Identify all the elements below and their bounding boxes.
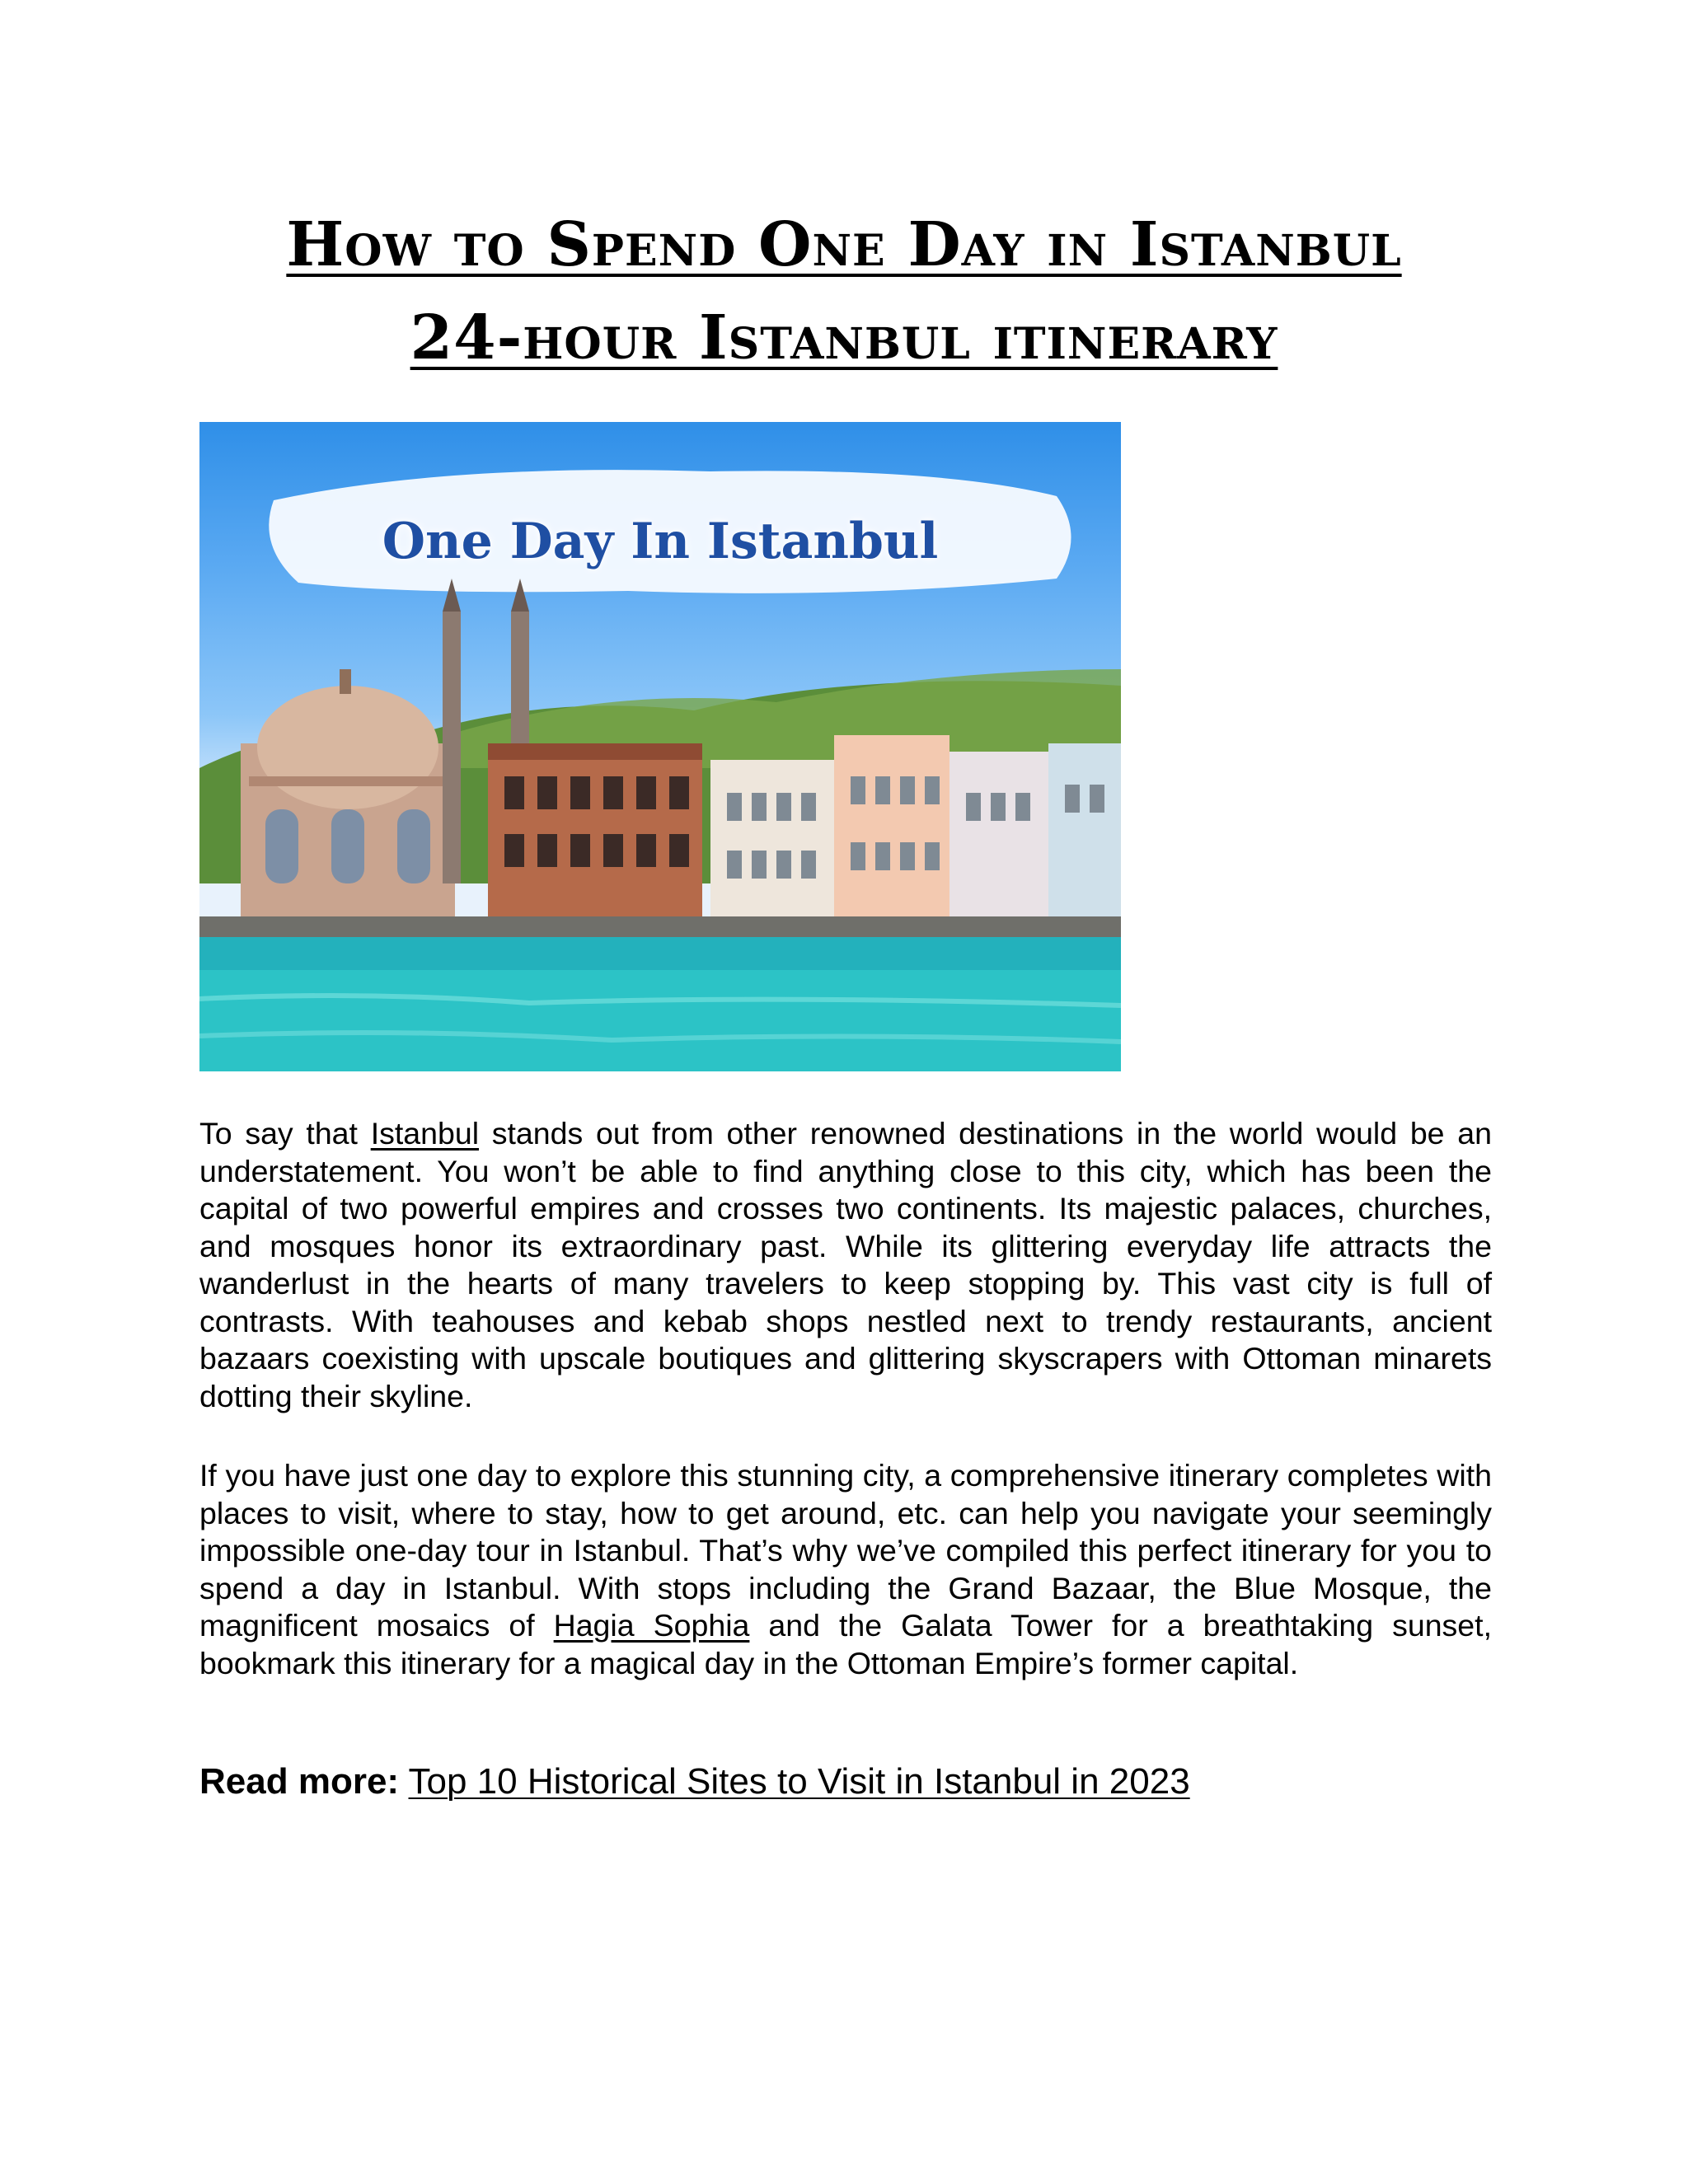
hero-image — [199, 422, 1121, 1071]
read-more — [199, 1759, 1190, 1805]
hagia-sophia-link[interactable]: Hagia Sophia — [553, 1608, 750, 1643]
itinerary-paragraph: If you have just one day to explore this stunning city, a comprehensive itinerary completes with places to visit, where to stay, how to get around, etc. can help you navigate your seemingly impossible one-day tour in Istanbul. That’s why we’ve compiled this perfect itinerary for you to spend a day in Istanbul. With stops including the Grand Bazaar, the Blue Mosque, the magnificent mosaics of Hagia Sophia and the Galata Tower for a breathtaking sunset, bookmark this itinerary for a magical day in the Ottoman Empire’s former capital. — [199, 1458, 1492, 1680]
title-line-1: How to Spend One Day in Istanbul — [286, 209, 1402, 280]
intro-paragraph: To say that Istanbul stands out from other renowned destinations in the world would be an understatement. You won’t be able to find anything close to this city, which has been the capital of two powerful empires and crosses two continents. Its majestic palaces, churches, and mosques honor its extraordinary past. While its glittering everyday life attracts the wanderlust in the hearts of many travelers to keep stopping by. This vast city is full of contrasts. With teahouses and kebab shops nestled next to trendy restaurants, ancient bazaars coexisting with upscale boutiques and glittering skyscrapers with Ottoman minarets dotting their skyline. — [199, 1116, 1492, 1413]
istanbul-link[interactable]: Istanbul — [370, 1116, 480, 1151]
read-more-link[interactable]: Top 10 Historical Sites to Visit in Istanbul in 2023 — [408, 1761, 1190, 1802]
read-more-label: Read more: — [199, 1761, 400, 1802]
hero-caption: One Day In Istanbul — [382, 513, 939, 570]
title-line-2: 24-hour Istanbul itinerary — [410, 302, 1278, 373]
